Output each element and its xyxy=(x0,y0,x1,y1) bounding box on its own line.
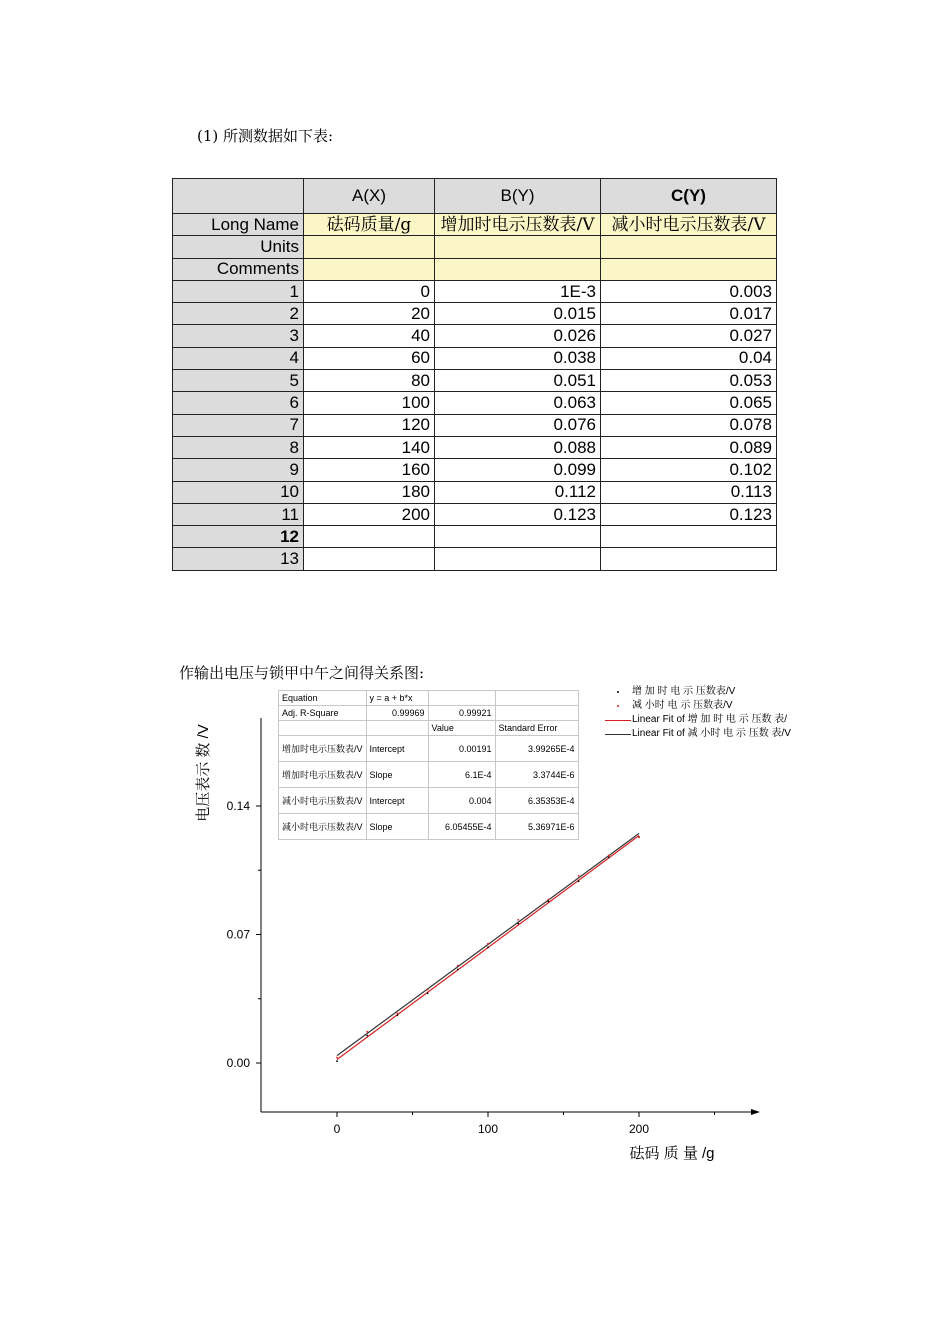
y-tick-label: 0.07 xyxy=(226,927,250,942)
fit-dataset-cell: 增加时电示压数表/V xyxy=(279,736,367,762)
legend-item xyxy=(604,685,791,699)
row-number[interactable]: 7 xyxy=(173,414,304,436)
legend-dot-symbol xyxy=(604,705,632,707)
data-cell[interactable]: 0.112 xyxy=(435,481,601,503)
fit-param-row xyxy=(279,762,579,788)
data-cell[interactable]: 1E-3 xyxy=(435,280,601,302)
data-point xyxy=(517,919,519,921)
data-cell[interactable]: 0.102 xyxy=(601,459,777,481)
data-cell[interactable]: 0.063 xyxy=(435,392,601,414)
data-point xyxy=(457,968,459,970)
row-number[interactable]: 3 xyxy=(173,325,304,347)
adj-r-label: Adj. R-Square xyxy=(279,706,367,721)
legend-line-symbol xyxy=(604,734,632,735)
fit-stderr-cell: 5.36971E-6 xyxy=(495,814,578,840)
y-tick-label: 0.14 xyxy=(226,799,250,813)
data-point xyxy=(427,992,429,994)
meta-cell[interactable]: 减小时电示压数表/V xyxy=(601,214,777,236)
chart-legend xyxy=(604,685,791,741)
legend-label: 增 加 时 电 示 压数表/V xyxy=(632,686,736,697)
fit-param-row xyxy=(279,814,579,840)
fit-dataset-cell: 减小时电示压数表/V xyxy=(279,814,367,840)
legend-item xyxy=(604,699,791,713)
data-cell[interactable]: 0.099 xyxy=(435,459,601,481)
legend-item xyxy=(604,713,791,727)
equation-label: Equation xyxy=(279,691,367,706)
meta-row-label: Long Name xyxy=(173,214,304,236)
fit-stderr-cell: 3.99265E-4 xyxy=(495,736,578,762)
column-header-c[interactable]: C(Y) xyxy=(601,179,777,214)
data-point xyxy=(517,923,519,925)
fit-adjr-row xyxy=(279,706,579,721)
data-point xyxy=(638,836,640,838)
data-point xyxy=(366,1031,368,1033)
row-number[interactable]: 2 xyxy=(173,303,304,325)
row-number[interactable]: 11 xyxy=(173,503,304,525)
row-number[interactable]: 10 xyxy=(173,481,304,503)
data-point xyxy=(487,943,489,945)
legend-label: 减 小时 电 示 压数表/V xyxy=(632,700,733,711)
equation-value: y = a + b*x xyxy=(366,691,428,706)
legend-dot-symbol xyxy=(604,691,632,693)
data-cell[interactable]: 0 xyxy=(304,280,435,302)
legend-label: Linear Fit of 增 加 时 电 示 压数 表/ xyxy=(632,714,788,725)
data-cell[interactable]: 0.088 xyxy=(435,436,601,458)
fit-value-cell: 0.004 xyxy=(428,788,495,814)
data-point xyxy=(457,965,459,967)
data-cell[interactable]: 0.123 xyxy=(435,503,601,525)
row-number[interactable]: 6 xyxy=(173,392,304,414)
fit-param-cell: Slope xyxy=(366,814,428,840)
y-tick-label: 0.00 xyxy=(226,1056,250,1070)
fit-dataset-cell: 增加时电示压数表/V xyxy=(279,762,367,788)
data-cell[interactable]: 0.003 xyxy=(601,280,777,302)
legend-item xyxy=(604,727,791,741)
data-cell[interactable]: 0.076 xyxy=(435,414,601,436)
meta-cell[interactable]: 砝码质量/g xyxy=(304,214,435,236)
fit-value-cell: 6.1E-4 xyxy=(428,762,495,788)
data-cell[interactable]: 0.089 xyxy=(601,436,777,458)
row-number[interactable]: 9 xyxy=(173,459,304,481)
fit-param-cell: Slope xyxy=(366,762,428,788)
fit-header-row xyxy=(279,721,579,736)
meta-row-label: Units xyxy=(173,236,304,258)
fit-equation-row xyxy=(279,691,579,706)
data-point xyxy=(336,1060,338,1062)
data-cell[interactable]: 0.123 xyxy=(601,503,777,525)
data-cell[interactable]: 0.017 xyxy=(601,303,777,325)
fit-param-cell: Intercept xyxy=(366,788,428,814)
x-tick-label: 200 xyxy=(628,1122,650,1136)
fit-param-row xyxy=(279,736,579,762)
data-cell[interactable]: 160 xyxy=(304,459,435,481)
data-cell[interactable]: 0.078 xyxy=(601,414,777,436)
x-axis-label: 砝码 质 量 /g xyxy=(629,1145,715,1162)
adj-r-value-2: 0.99921 xyxy=(428,706,495,721)
data-cell[interactable]: 200 xyxy=(304,503,435,525)
data-cell[interactable]: 40 xyxy=(304,325,435,347)
data-cell[interactable]: 80 xyxy=(304,370,435,392)
y-axis-label: 电压表示 数 /V xyxy=(195,724,212,822)
x-tick-label: 0 xyxy=(333,1122,341,1136)
data-cell[interactable]: 0.027 xyxy=(601,325,777,347)
data-cell[interactable]: 0.026 xyxy=(435,325,601,347)
data-cell[interactable]: 140 xyxy=(304,436,435,458)
data-point xyxy=(578,880,580,882)
column-header-b[interactable]: B(Y) xyxy=(435,179,601,214)
row-number[interactable]: 4 xyxy=(173,347,304,369)
legend-label: Linear Fit of 减 小时 电 示 压数 表/V xyxy=(632,728,791,739)
data-cell[interactable]: 0.04 xyxy=(601,347,777,369)
fit-value-cell: 0.00191 xyxy=(428,736,495,762)
data-point xyxy=(397,1013,399,1015)
data-point xyxy=(578,875,580,877)
data-cell[interactable]: 0.113 xyxy=(601,481,777,503)
fit-param-row xyxy=(279,788,579,814)
data-point xyxy=(487,946,489,948)
fit-results-table xyxy=(278,690,579,840)
legend-line-symbol xyxy=(604,720,632,721)
row-number[interactable]: 5 xyxy=(173,370,304,392)
data-cell[interactable]: 0.051 xyxy=(435,370,601,392)
data-point xyxy=(548,901,550,903)
data-cell[interactable]: 0.038 xyxy=(435,347,601,369)
data-point xyxy=(366,1035,368,1037)
data-point xyxy=(548,899,550,901)
meta-cell[interactable]: 增加时电示压数表/V xyxy=(435,214,601,236)
data-point xyxy=(608,857,610,859)
meta-row-label: Comments xyxy=(173,258,304,280)
fit-stderr-cell: 6.35353E-4 xyxy=(495,788,578,814)
row-number[interactable]: 13 xyxy=(173,548,304,570)
fit-value-cell: 6.05455E-4 xyxy=(428,814,495,840)
row-number[interactable]: 8 xyxy=(173,436,304,458)
fit-param-cell: Intercept xyxy=(366,736,428,762)
data-point xyxy=(608,855,610,857)
row-number[interactable]: 12 xyxy=(173,526,304,548)
data-cell[interactable]: 0.065 xyxy=(601,392,777,414)
row-number[interactable]: 1 xyxy=(173,280,304,302)
x-tick-label: 100 xyxy=(477,1122,499,1136)
column-header-a[interactable]: A(X) xyxy=(304,179,435,214)
intro-text: (1) 所测数据如下表: xyxy=(197,127,334,145)
stderr-header: Standard Error xyxy=(495,721,578,736)
data-point xyxy=(427,989,429,991)
data-cell[interactable]: 100 xyxy=(304,392,435,414)
data-cell[interactable]: 20 xyxy=(304,303,435,325)
fit-dataset-cell: 减小时电示压数表/V xyxy=(279,788,367,814)
data-point xyxy=(336,1057,338,1059)
data-cell[interactable]: 0.053 xyxy=(601,370,777,392)
data-point xyxy=(397,1014,399,1016)
value-header: Value xyxy=(428,721,495,736)
data-cell[interactable]: 120 xyxy=(304,414,435,436)
chart-caption: 作输出电压与锁甲中午之间得关系图: xyxy=(179,664,425,682)
data-cell[interactable]: 60 xyxy=(304,347,435,369)
data-cell[interactable]: 180 xyxy=(304,481,435,503)
fit-stderr-cell: 3.3744E-6 xyxy=(495,762,578,788)
x-axis-arrow xyxy=(751,1109,760,1115)
data-cell[interactable]: 0.015 xyxy=(435,303,601,325)
adj-r-value-1: 0.99969 xyxy=(366,706,428,721)
